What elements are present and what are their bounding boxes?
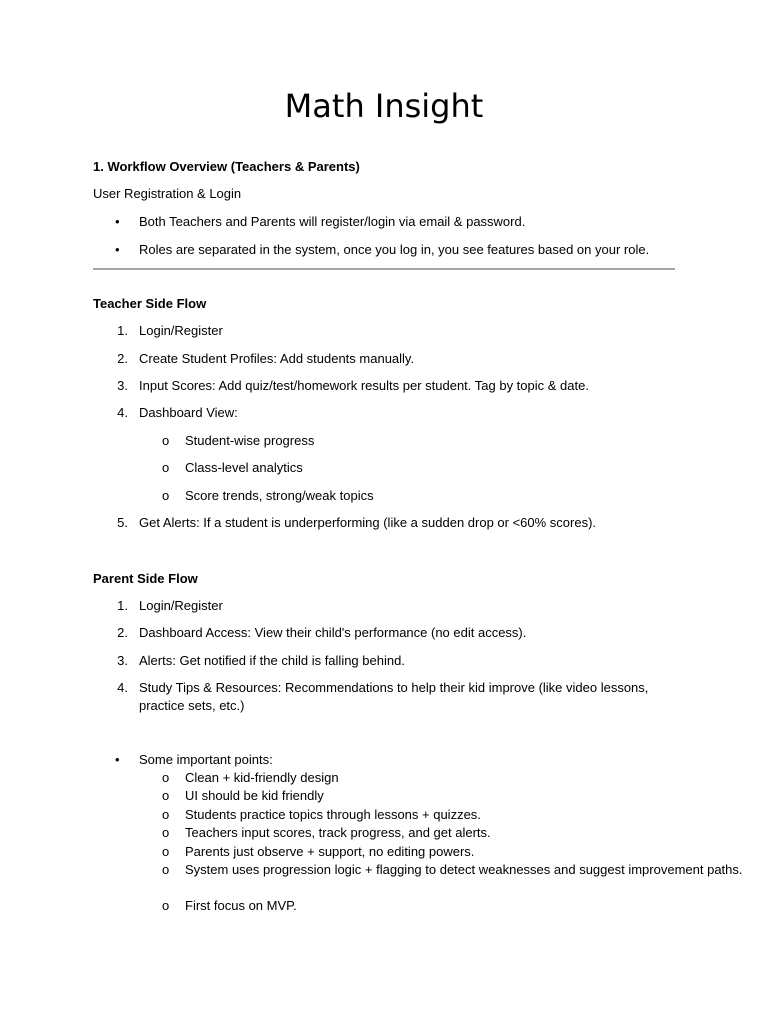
- horizontal-divider: [93, 268, 675, 270]
- list-number: 3.: [117, 653, 128, 668]
- sub-bullet-icon: o: [162, 898, 170, 913]
- list-number: 1.: [117, 598, 128, 613]
- bullet-icon: •: [115, 752, 120, 767]
- bullet-icon: •: [115, 242, 120, 257]
- list-number: 4.: [117, 680, 128, 695]
- list-number: 1.: [117, 323, 128, 338]
- sub-bullet-icon: o: [162, 788, 170, 803]
- sub-bullet-icon: o: [162, 433, 170, 448]
- list-number: 3.: [117, 378, 128, 393]
- parent-flow-heading: Parent Side Flow: [93, 571, 198, 586]
- workflow-bullet-item: Roles are separated in the system, once you log in, you see features based on your role.: [139, 242, 650, 257]
- teacher-flow-heading: Teacher Side Flow: [93, 296, 207, 311]
- teacher-step: Input Scores: Add quiz/test/homework results per student. Tag by topic & date.: [139, 378, 589, 393]
- sub-bullet-icon: o: [162, 488, 170, 503]
- important-point: Parents just observe + support, no editing powers.: [185, 844, 475, 859]
- important-point: UI should be kid friendly: [185, 788, 324, 803]
- sub-bullet-icon: o: [162, 807, 170, 822]
- teacher-step: Get Alerts: If a student is underperforming (like a sudden drop or <60% scores).: [139, 515, 597, 530]
- parent-step: Dashboard Access: View their child's performance (no edit access).: [139, 625, 527, 640]
- important-point: First focus on MVP.: [185, 898, 297, 913]
- list-number: 2.: [117, 351, 128, 366]
- dashboard-subitem: Class-level analytics: [185, 460, 303, 475]
- important-point: Students practice topics through lessons + quizzes.: [185, 807, 481, 822]
- dashboard-subitem: Score trends, strong/weak topics: [185, 488, 374, 503]
- important-point: Clean + kid-friendly design: [185, 770, 339, 785]
- sub-bullet-icon: o: [162, 825, 170, 840]
- list-number: 4.: [117, 405, 128, 420]
- important-points-label: Some important points:: [139, 752, 273, 767]
- registration-subheading: User Registration & Login: [93, 186, 242, 201]
- list-number: 5.: [117, 515, 128, 530]
- dashboard-subitem: Student-wise progress: [185, 433, 315, 448]
- workflow-bullet-item: Both Teachers and Parents will register/login via email & password.: [139, 214, 526, 229]
- list-number: 2.: [117, 625, 128, 640]
- sub-bullet-icon: o: [162, 460, 170, 475]
- teacher-step: Create Student Profiles: Add students manually.: [139, 351, 415, 366]
- important-point: Teachers input scores, track progress, and get alerts.: [185, 825, 491, 840]
- workflow-heading: 1. Workflow Overview (Teachers & Parents): [93, 159, 360, 174]
- teacher-step: Login/Register: [139, 323, 223, 338]
- sub-bullet-icon: o: [162, 862, 170, 877]
- parent-step: Study Tips & Resources: Recommendations to help their kid improve (like video lessons, practice sets, etc.): [139, 680, 649, 713]
- sub-bullet-icon: o: [162, 770, 170, 785]
- sub-bullet-icon: o: [162, 844, 170, 859]
- parent-step: Login/Register: [139, 598, 223, 613]
- bullet-icon: •: [115, 214, 120, 229]
- important-point: System uses progression logic + flagging to detect weaknesses and suggest improvement paths.: [185, 862, 743, 877]
- teacher-step: Dashboard View:: [139, 405, 238, 420]
- parent-step: Alerts: Get notified if the child is falling behind.: [139, 653, 405, 668]
- document-title: Math Insight: [284, 87, 484, 125]
